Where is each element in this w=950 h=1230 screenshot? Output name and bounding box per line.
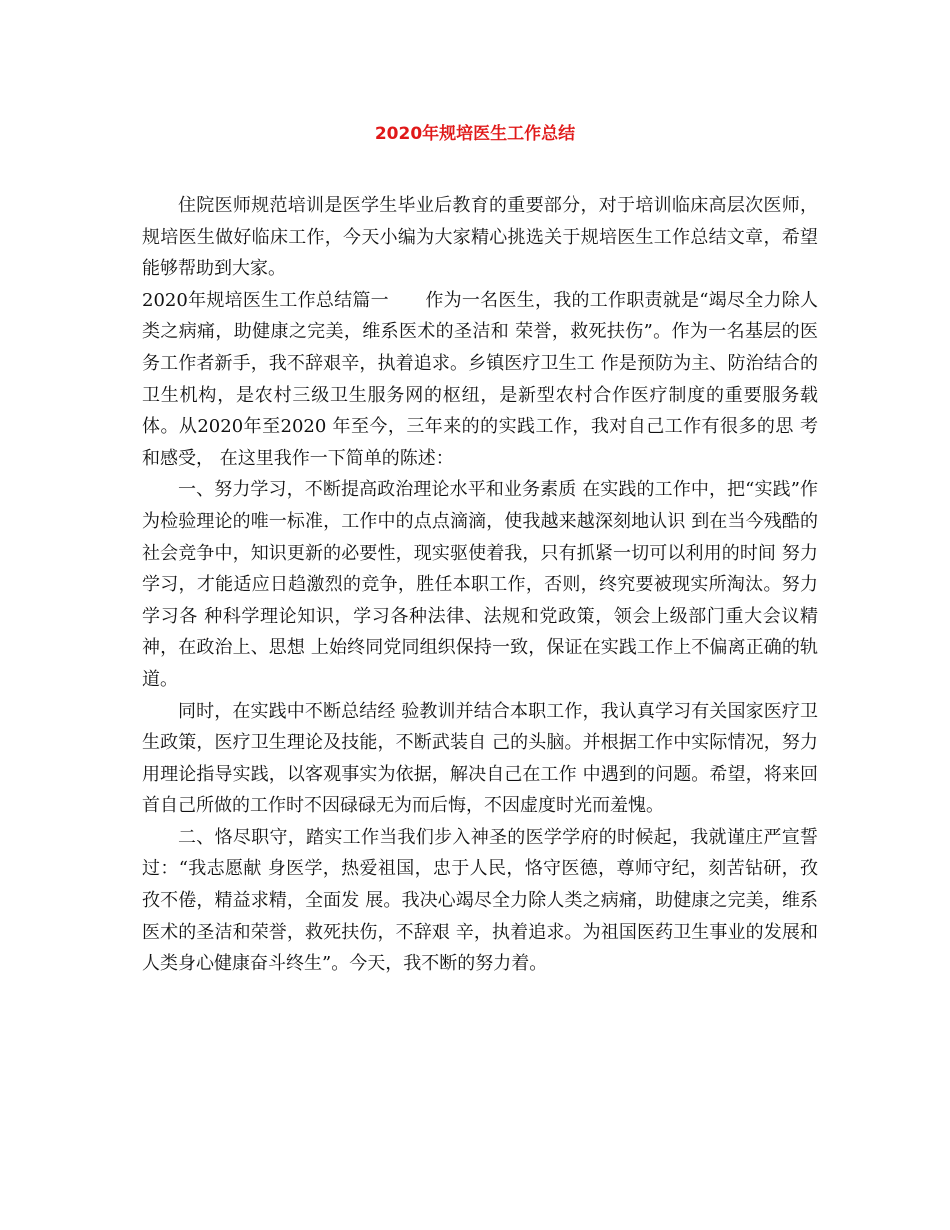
document-body: [142, 190, 818, 980]
duty-paragraph: 二、恪尽职守，踏实工作当我们步入神圣的医学学府的时候起，我就谨庄严宣誓过：“我志愿献 身医学，热爱祖国，忠于人民，恪守医德，尊师守纪，刻苦钻研，孜孜不倦，精益求精，全面发 展。我决心竭尽全力除人类之病痛，助健康之完美，维系医术的圣洁和荣誉，救死扶伤，不辞艰 辛，执着追求。为祖国医药卫生事业的发展和人类身心健康奋斗终生”。今天，我不断的努力着。: [142, 826, 818, 975]
practice-paragraph: 同时，在实践中不断总结经 验教训并结合本职工作，我认真学习有关国家医疗卫生政策，医疗卫生理论及技能，不断武装自 己的头脑。并根据工作中实际情况，努力用理论指导实践，以客观事实为依据，解决自己在工作 中遇到的问题。希望，将来回首自己所做的工作时不因碌碌无为而后悔，不因虚度时光而羞愧。: [142, 700, 818, 817]
section-one-paragraph: 2020年规培医生工作总结篇一 作为一名医生，我的工作职责就是“竭尽全力除人类之病痛，助健康之完美，维系医术的圣洁和 荣誉，救死扶伤”。作为一名基层的医务工作者新手，我不辞艰辛，执着追求。乡镇医疗卫生工 作是预防为主、防治结合的卫生机构，是农村三级卫生服务网的枢纽，是新型农村合作医疗制度的重要服务载体。从2020年至2020 年至今，三年来的的实践工作，我对自己工作有很多的思 考和感受， 在这里我作一下简单的陈述：: [142, 289, 818, 469]
intro-paragraph: 住院医师规范培训是医学生毕业后教育的重要部分，对于培训临床高层次医师，规培医生做好临床工作，今天小编为大家精心挑选关于规培医生工作总结文章，希望能够帮助到大家。: [142, 195, 818, 280]
study-paragraph: 一、努力学习，不断提高政治理论水平和业务素质 在实践的工作中，把“实践”作为检验理论的唯一标准，工作中的点点滴滴，使我越来越深刻地认识 到在当今残酷的社会竞争中，知识更新的必要性，现实驱使着我，只有抓紧一切可以利用的时间 努力学习，才能适应日趋激烈的竞争，胜任本职工作，否则，终究要被现实所淘汰。努力学习各 种科学理论知识，学习各种法律、法规和党政策，领会上级部门重大会议精神，在政治上、思想 上始终同党同组织保持一致，保证在实践工作上不偏离正确的轨道。: [142, 479, 818, 690]
document-title: 2020年规培医生工作总结: [374, 124, 576, 144]
